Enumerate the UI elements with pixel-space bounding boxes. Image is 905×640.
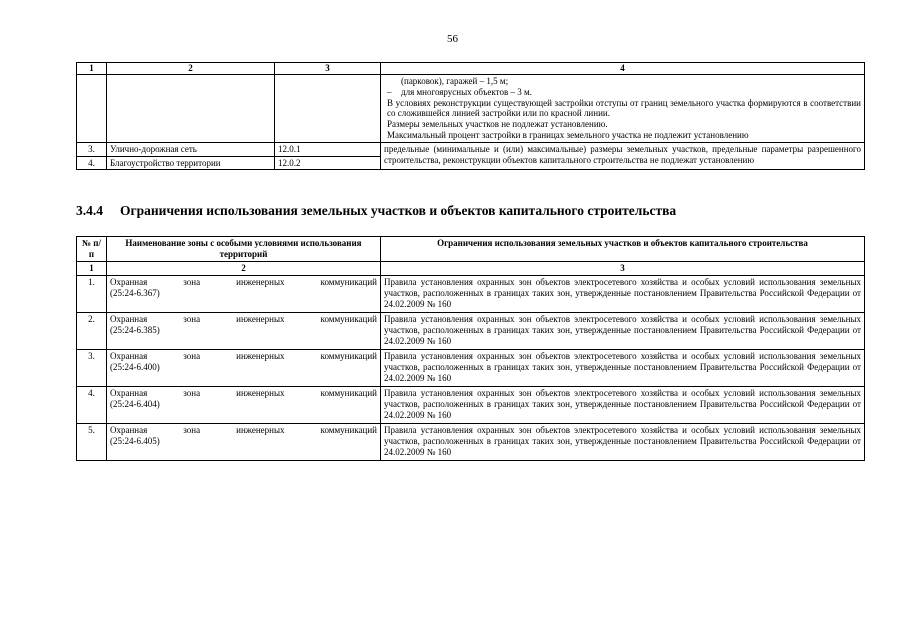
header-cell: 3 — [381, 262, 865, 276]
zone-code: (25:24-6.385) — [110, 324, 160, 335]
row-number: 4. — [77, 156, 107, 170]
zone-name-word: коммуникаций — [320, 277, 377, 287]
table-row — [77, 142, 865, 156]
zone-name — [110, 388, 377, 399]
table-subheader-row — [77, 262, 865, 276]
row-number: 3. — [77, 142, 107, 156]
zone-name-word: инженерных — [236, 425, 285, 435]
header-cell: Ограничения использования земельных участков и объектов капитального строительства — [381, 237, 865, 262]
restriction-text: Правила установления охранных зон объектов электросетевого хозяйства и особых условий использования земельных участков, расположенных в границах таких зон, утвержденные постановлением Правительства Российской Федерации от 24.02.2009 № 160 — [381, 424, 865, 461]
header-cell: 2 — [107, 262, 381, 276]
table-row — [77, 276, 865, 313]
zone-name-word: зона — [183, 314, 201, 324]
table-row — [77, 387, 865, 424]
text-line: В условиях реконструкции существующей застройки отступы от границ земельного участка формируются в соответствии со сложившейся линией застройки или по красной линии. — [387, 97, 861, 119]
use-code: 12.0.1 — [275, 142, 381, 156]
zone-parameters-table — [76, 62, 865, 170]
zone-name-cell — [107, 387, 381, 424]
restrictions-table — [76, 236, 865, 461]
zone-name-word: Охранная — [110, 314, 148, 324]
zone-name-word: зона — [183, 425, 201, 435]
header-cell: 4 — [381, 63, 865, 75]
row-number: 4. — [77, 387, 107, 424]
table-row — [77, 424, 865, 461]
header-cell: № п/п — [77, 237, 107, 262]
zone-name — [110, 425, 377, 436]
header-cell: 3 — [275, 63, 381, 75]
zone-name — [110, 351, 377, 362]
table-row — [77, 313, 865, 350]
parameters-cell — [381, 75, 865, 143]
zone-name — [110, 314, 377, 325]
header-cell: 2 — [107, 63, 275, 75]
zone-name-cell — [107, 350, 381, 387]
table-row-continuation — [77, 75, 865, 143]
restriction-text: Правила установления охранных зон объектов электросетевого хозяйства и особых условий использования земельных участков, расположенных в границах таких зон, утвержденные постановлением Правительства Российской Федерации от 24.02.2009 № 160 — [381, 387, 865, 424]
zone-name-word: коммуникаций — [320, 425, 377, 435]
table-header-row — [77, 237, 865, 262]
zone-name-word: Охранная — [110, 277, 148, 287]
header-cell: 1 — [77, 63, 107, 75]
use-name: Благоустройство территории — [107, 156, 275, 170]
text-line: Максимальный процент застройки в границах земельного участка не подлежит установлению — [387, 129, 749, 140]
zone-name-word: инженерных — [236, 277, 285, 287]
header-cell: 1 — [77, 262, 107, 276]
zone-code: (25:24-6.404) — [110, 398, 160, 409]
row-number: 1. — [77, 276, 107, 313]
zone-name-word: инженерных — [236, 314, 285, 324]
restriction-text: Правила установления охранных зон объектов электросетевого хозяйства и особых условий использования земельных участков, расположенных в границах таких зон, утвержденные постановлением Правительства Российской Федерации от 24.02.2009 № 160 — [381, 276, 865, 313]
row-number: 5. — [77, 424, 107, 461]
section-number: 3.4.4 — [76, 203, 103, 218]
zone-name-word: коммуникаций — [320, 314, 377, 324]
zone-name-word: коммуникаций — [320, 388, 377, 398]
zone-name-word: инженерных — [236, 388, 285, 398]
zone-name-word: Охранная — [110, 388, 148, 398]
zone-name-word: Охранная — [110, 425, 148, 435]
row-number: 3. — [77, 350, 107, 387]
zone-name-word: Охранная — [110, 351, 148, 361]
zone-name-word: зона — [183, 388, 201, 398]
zone-name — [110, 277, 377, 288]
zone-name-word: инженерных — [236, 351, 285, 361]
table-row — [77, 350, 865, 387]
restriction-text: Правила установления охранных зон объектов электросетевого хозяйства и особых условий использования земельных участков, расположенных в границах таких зон, утвержденные постановлением Правительства Российской Федерации от 24.02.2009 № 160 — [381, 313, 865, 350]
restriction-text: Правила установления охранных зон объектов электросетевого хозяйства и особых условий использования земельных участков, расположенных в границах таких зон, утвержденные постановлением Правительства Российской Федерации от 24.02.2009 № 160 — [381, 350, 865, 387]
text-line: Размеры земельных участков не подлежат установлению. — [387, 119, 608, 130]
section-heading — [76, 203, 866, 219]
zone-name-word: зона — [183, 277, 201, 287]
page-number: 56 — [447, 33, 458, 45]
header-cell: Наименование зоны с особыми условиями использования территорий — [107, 237, 381, 262]
zone-name-word: коммуникаций — [320, 351, 377, 361]
text-line: (парковок), гаражей – 1,5 м; — [401, 76, 509, 86]
zone-code: (25:24-6.367) — [110, 287, 160, 298]
zone-code: (25:24-6.400) — [110, 361, 160, 372]
text-line: – для многоярусных объектов – 3 м. — [387, 86, 532, 97]
row-number: 2. — [77, 313, 107, 350]
zone-code: (25:24-6.405) — [110, 435, 160, 446]
zone-name-cell — [107, 313, 381, 350]
dash-bullet: – — [387, 86, 392, 97]
merged-parameters-cell: предельные (минимальные и (или) максимальные) размеры земельных участков, предельные параметры разрешенного строительства, реконструкции объектов капитального строительства не подлежат установлению — [381, 142, 865, 170]
zone-name-cell — [107, 424, 381, 461]
zone-name-word: зона — [183, 351, 201, 361]
use-code: 12.0.2 — [275, 156, 381, 170]
section-title: Ограничения использования земельных участков и объектов капитального строительства — [120, 203, 677, 218]
use-name: Улично-дорожная сеть — [107, 142, 275, 156]
zone-name-cell — [107, 276, 381, 313]
table-header-row — [77, 63, 865, 75]
